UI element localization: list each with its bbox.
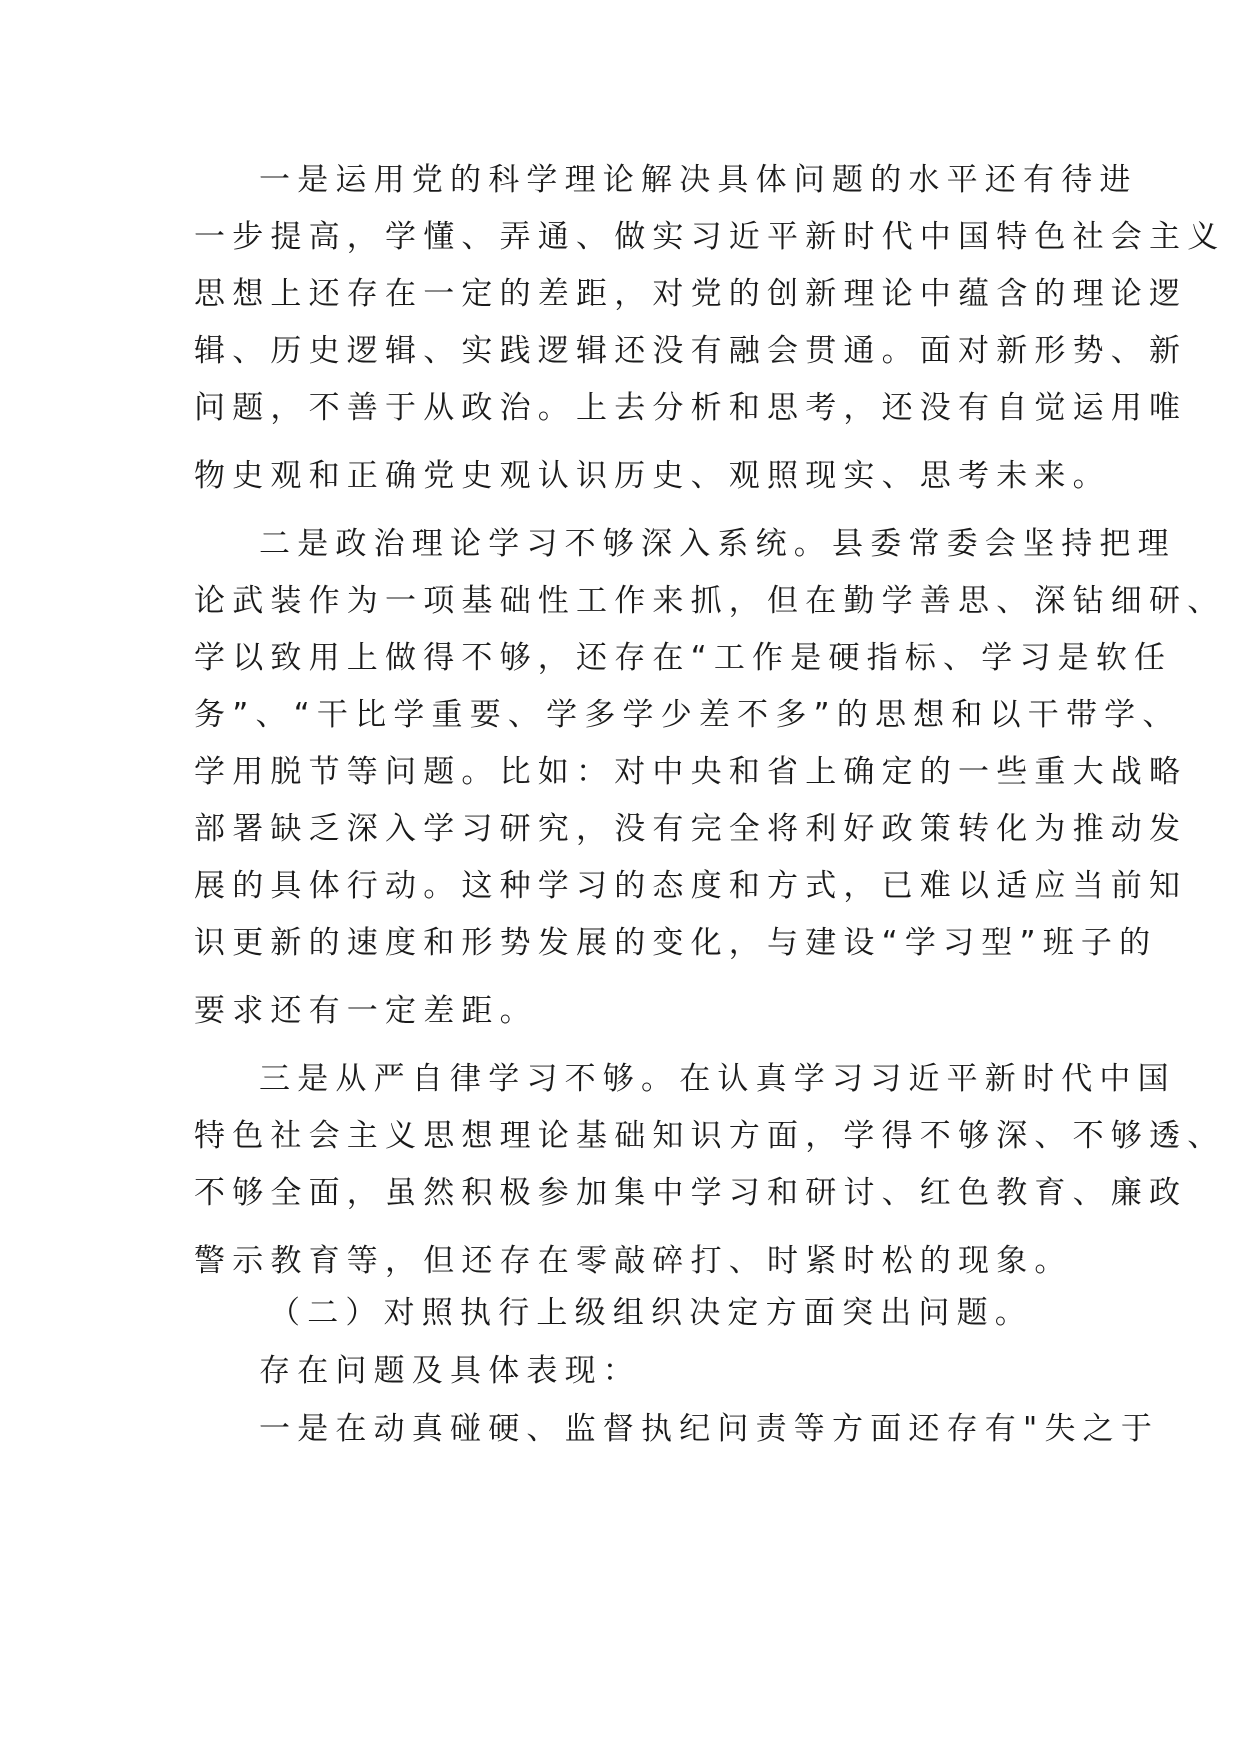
text-line: 一是在动真碰硬、监督执纪问责等方面还存有"失之于 (259, 1411, 1160, 1447)
text-line: 三是从严自律学习不够。在认真学习习近平新时代中国 (259, 1061, 1176, 1097)
text-line: 论武装作为一项基础性工作来抓，但在勤学善思、深钻细研、 (194, 583, 1226, 619)
text-line: 展的具体行动。这种学习的态度和方式，已难以适应当前知 (194, 868, 1188, 904)
text-line: 物史观和正确党史观认识历史、观照现实、思考未来。 (194, 458, 1111, 494)
text-line: 学以致用上做得不够，还存在“工作是硬指标、学习是软任 (194, 640, 1173, 676)
text-line: 务”、“干比学重要、学多学少差不多”的思想和以干带学、 (194, 697, 1181, 733)
paragraph-gap (194, 500, 1046, 516)
paragraph-2 (194, 516, 1226, 1035)
text-line: 不够全面，虽然积极参加集中学习和研讨、红色教育、廉政 (194, 1175, 1188, 1211)
subheading: 存在问题及具体表现： (259, 1353, 641, 1389)
paragraph-3 (194, 1051, 1226, 1285)
text-line: 学用脱节等问题。比如：对中央和省上确定的一些重大战略 (194, 754, 1188, 790)
text-line: 警示教育等，但还存在零敲碎打、时紧时松的现象。 (194, 1243, 1073, 1279)
paragraph-gap (194, 1035, 1046, 1051)
text-line: 部署缺乏深入学习研究，没有完全将利好政策转化为推动发 (194, 811, 1188, 847)
text-line: 二是政治理论学习不够深入系统。县委常委会坚持把理 (259, 526, 1176, 562)
text-line: 问题，不善于从政治。上去分析和思考，还没有自觉运用唯 (194, 390, 1188, 426)
text-line: 特色社会主义思想理论基础知识方面，学得不够深、不够透、 (194, 1118, 1226, 1154)
text-line: 思想上还存在一定的差距，对党的创新理论中蕴含的理论逻 (194, 276, 1188, 312)
document-body (194, 152, 1226, 1458)
text-line: 一是运用党的科学理论解决具体问题的水平还有待进 (259, 162, 1138, 198)
text-line: 一步提高，学懂、弄通、做实习近平新时代中国特色社会主义 (194, 219, 1226, 255)
paragraph-1 (194, 152, 1226, 500)
text-line: 辑、历史逻辑、实践逻辑还没有融会贯通。面对新形势、新 (194, 333, 1188, 369)
text-line: 识更新的速度和形势发展的变化，与建设“学习型”班子的 (194, 925, 1158, 961)
text-line: 要求还有一定差距。 (194, 993, 538, 1029)
section-heading: （二）对照执行上级组织决定方面突出问题。 (269, 1295, 1033, 1331)
